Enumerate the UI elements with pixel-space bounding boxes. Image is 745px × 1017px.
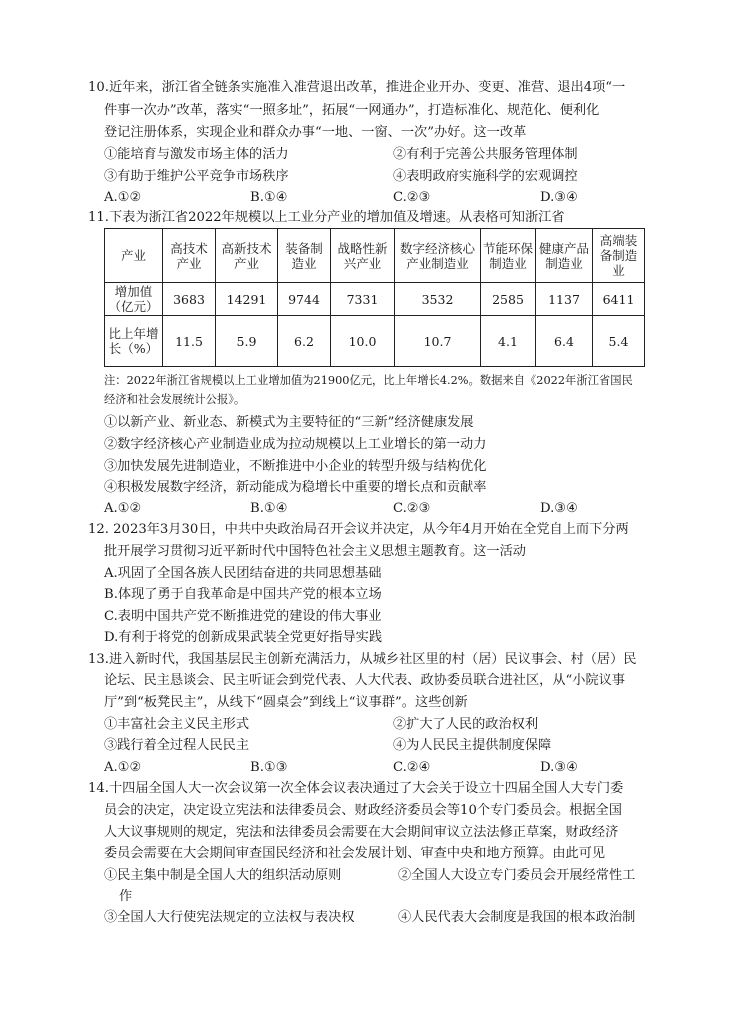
question-11-answer-d: D.③④: [540, 501, 578, 516]
question-11-option-2: ②数字经济核心产业制造业成为拉动规模以上工业增长的第一动力: [104, 437, 487, 452]
table-header-cell: 数字经济核心产业制造业: [395, 229, 481, 283]
table-header-cell: 高新技术产业: [216, 229, 278, 283]
question-11-stem: 11.下表为浙江省2022年规模以上工业分产业的增加值及增速。从表格可知浙江省: [88, 210, 565, 225]
question-12-stem-line-1: 12. 2023年3月30日，中共中央政治局召开会议并决定，从今年4月开始在全党自上而下分两: [88, 522, 629, 537]
table-note-line-2: 经济和社会发展统计公报》。: [104, 393, 246, 406]
table-row-growth: [105, 316, 645, 367]
question-12-option-b: B.体现了勇于自我革命是中国共产党的根本立场: [104, 587, 382, 602]
table-cell: 3683: [163, 283, 216, 316]
table-row-label: 比上年增长（%）: [105, 316, 163, 367]
table-cell: 1137: [536, 283, 593, 316]
question-10-stem-line-1: 10.近年来，浙江省全链条实施准入准营退出改革，推进企业开办、变更、准营、退出4项“一: [88, 80, 626, 95]
table-cell: 14291: [216, 283, 278, 316]
question-13-answer-c: C.②④: [393, 760, 431, 775]
question-10-option-1: ①能培育与激发市场主体的活力: [104, 147, 289, 162]
question-12-stem-line-2: 批开展学习贯彻习近平新时代中国特色社会主义思想主题教育。这一活动: [104, 544, 526, 559]
table-header-cell: 战略性新兴产业: [331, 229, 395, 283]
table-cell: 11.5: [163, 316, 216, 367]
table-cell: 6.2: [278, 316, 331, 367]
question-13-answer-d: D.③④: [540, 760, 578, 775]
table-cell: 4.1: [481, 316, 536, 367]
table-header-cell: 高端装备制造业: [593, 229, 645, 283]
question-13-stem-line-3: 厅”到“板凳民主”，从线下“圆桌会”到线上“议事群”。这些创新: [104, 695, 468, 710]
table-row-value-added: [105, 283, 645, 316]
question-14-stem-line-2: 员会的决定，决定设立宪法和法律委员会、财政经济委员会等10个专门委员会。根据全国: [104, 803, 622, 818]
question-11-answer-a: A.①②: [104, 501, 142, 516]
question-14-option-2: ②全国人大设立专门委员会开展经常性工: [398, 868, 636, 883]
table-cell: 5.4: [593, 316, 645, 367]
question-14-option-1: ①民主集中制是全国人大的组织活动原则: [104, 868, 342, 883]
question-12-option-c: C.表明中国共产党不断推进党的建设的伟大事业: [104, 609, 382, 624]
table-note-line-1: 注：2022年浙江省规模以上工业增加值为21900亿元，比上年增长4.2%。数据来自《2022年浙江省国民: [104, 374, 633, 387]
question-12-option-a: A.巩固了全国各族人民团结奋进的共同思想基础: [104, 566, 382, 581]
question-11-option-3: ③加快发展先进制造业，不断推进中小企业的转型升级与结构优化: [104, 459, 487, 474]
question-14-stem-line-1: 14.十四届全国人大一次会议第一次全体会议表决通过了大会关于设立十四届全国人大专门委: [88, 781, 624, 796]
table-row-label: 增加值（亿元）: [105, 283, 163, 316]
table-cell: 9744: [278, 283, 331, 316]
question-10-answer-d: D.③④: [540, 190, 578, 205]
table-cell: 3532: [395, 283, 481, 316]
question-10-option-4: ④表明政府实施科学的宏观调控: [393, 169, 578, 184]
table-header-cell: 高技术产业: [163, 229, 216, 283]
question-14-option-4: ④人民代表大会制度是我国的根本政治制: [398, 910, 636, 925]
question-11-answer-b: B.①④: [250, 501, 288, 516]
question-10-answer-a: A.①②: [104, 190, 142, 205]
question-13-option-3: ③践行着全过程人民民主: [104, 738, 250, 753]
question-10-answer-b: B.①④: [250, 190, 288, 205]
question-14-option-2-continued: 作: [119, 889, 133, 904]
table-cell: 7331: [331, 283, 395, 316]
question-10-option-2: ②有利于完善公共服务管理体制: [393, 147, 578, 162]
table-header-cell: 产业: [105, 229, 163, 283]
table-cell: 6.4: [536, 316, 593, 367]
question-12-option-d: D.有利于将党的创新成果武装全党更好指导实践: [104, 630, 383, 645]
question-10-option-3: ③有助于维护公平竞争市场秩序: [104, 169, 289, 184]
question-13-stem-line-2: 论坛、民主恳谈会、民主听证会到党代表、人大代表、政协委员联合进社区，从“小院议事: [104, 673, 626, 688]
question-10-stem-line-2: 件事一次办”改革，落实“一照多址”，拓展“一网通办”，打造标准化、规范化、便利化: [104, 103, 600, 118]
question-13-answer-b: B.①③: [250, 760, 288, 775]
table-header-row: [105, 229, 645, 283]
question-11-option-1: ①以新产业、新业态、新模式为主要特征的“三新”经济健康发展: [104, 415, 474, 430]
question-14-stem-line-3: 人大议事规则的规定，宪法和法律委员会需要在大会期间审议立法法修正草案，财政经济: [104, 825, 619, 840]
question-14-option-3: ③全国人大行使宪法规定的立法权与表决权: [104, 910, 355, 925]
question-10-stem-line-3: 登记注册体系，实现企业和群众办事“一地、一窗、一次”办好。这一改革: [104, 125, 527, 140]
table-cell: 5.9: [216, 316, 278, 367]
question-13-option-2: ②扩大了人民的政治权利: [393, 717, 539, 732]
table-cell: 10.0: [331, 316, 395, 367]
table-cell: 2585: [481, 283, 536, 316]
table-cell: 6411: [593, 283, 645, 316]
question-13-answer-a: A.①②: [104, 760, 142, 775]
question-11-option-4: ④积极发展数字经济，新动能成为稳增长中重要的增长点和贡献率: [104, 480, 487, 495]
question-14-stem-line-4: 委员会需要在大会期间审查国民经济和社会发展计划、审查中央和地方预算。由此可见: [104, 846, 606, 861]
table-cell: 10.7: [395, 316, 481, 367]
table-header-cell: 装备制造业: [278, 229, 331, 283]
question-11-answer-c: C.②③: [393, 501, 431, 516]
table-header-cell: 节能环保制造业: [481, 229, 536, 283]
question-13-stem-line-1: 13.进入新时代，我国基层民主创新充满活力，从城乡社区里的村（居）民议事会、村（居）民: [88, 652, 637, 667]
question-13-option-1: ①丰富社会主义民主形式: [104, 717, 250, 732]
table-header-cell: 健康产品制造业: [536, 229, 593, 283]
question-10-answer-c: C.②③: [393, 190, 431, 205]
question-13-option-4: ④为人民民主提供制度保障: [393, 738, 552, 753]
industry-table: [104, 228, 645, 367]
